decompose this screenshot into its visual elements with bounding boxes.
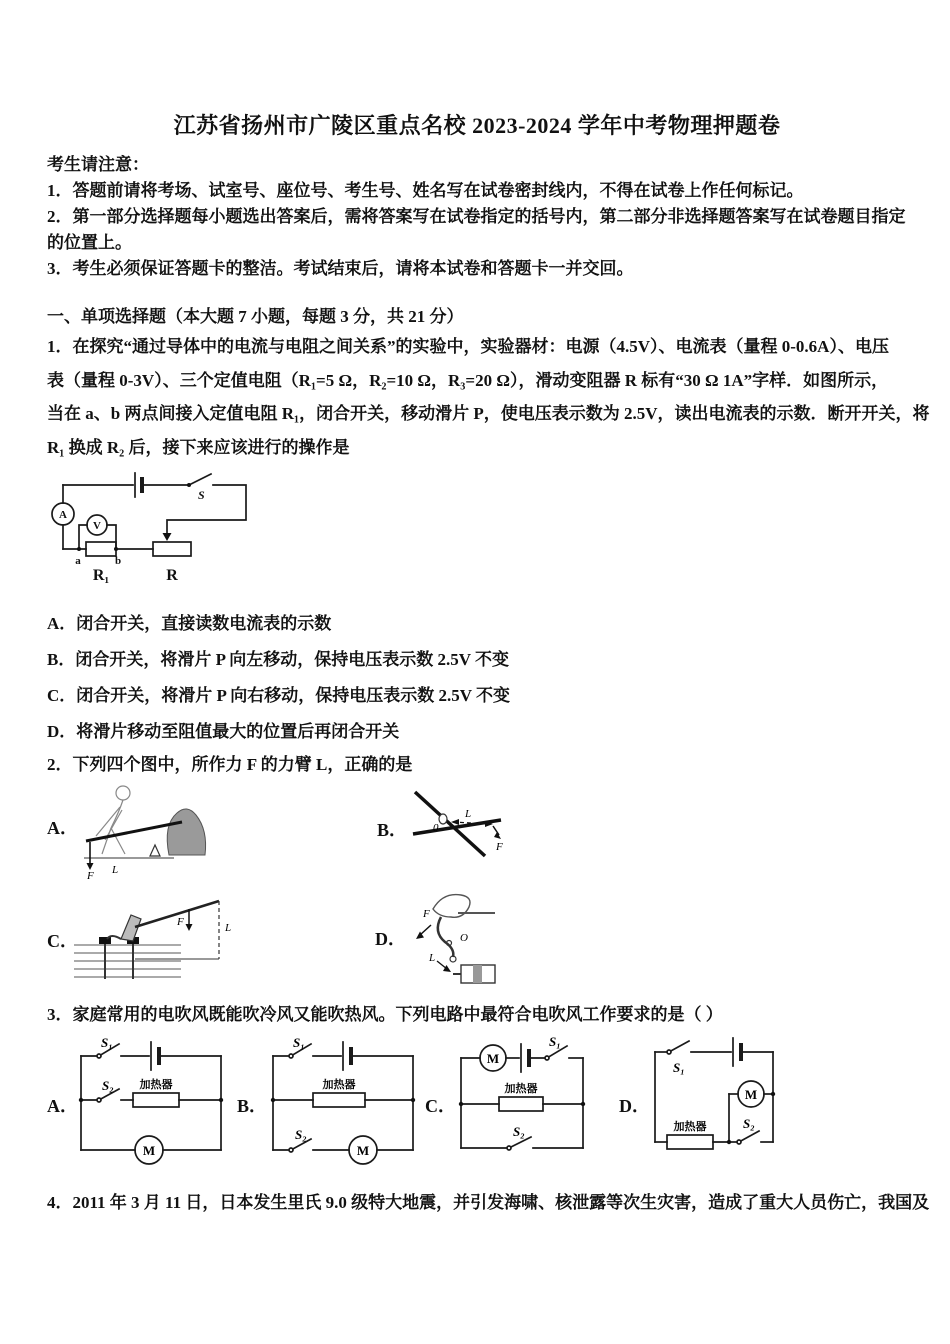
s2-label: S₂ [295, 1127, 307, 1142]
point-a-label: a [75, 555, 81, 567]
arm-l-label: L [465, 808, 472, 820]
q3-circuit-b [263, 1036, 421, 1168]
s1-label: S₁ [549, 1036, 561, 1049]
force-f-label: F [177, 916, 184, 928]
notice-line-2b: 的位置上。 [47, 233, 132, 252]
q2-figure-c-nail-puller [69, 887, 244, 987]
page-content [47, 0, 930, 1218]
q2-option-d-label: D． [375, 929, 406, 949]
q3-option-b-label: B． [237, 1096, 268, 1116]
wire-right-to-slider [167, 485, 246, 533]
force-arrow [493, 826, 499, 835]
q2-figure-a-lever-rock [74, 780, 214, 880]
point-b-label: b [114, 555, 122, 567]
q2-figure-row-2 [47, 887, 907, 993]
notice-line-3: 3．考生必须保证答题卡的整洁。考试结束后，请将本试卷和答题卡一并交回。 [47, 259, 634, 278]
heater-label: 加热器 [504, 1083, 538, 1095]
motor-label: M [486, 1051, 500, 1066]
heater-label: 加热器 [673, 1121, 707, 1133]
person-sketch [96, 786, 130, 854]
pivot-o-label: O [460, 932, 468, 944]
q2-option-c-label: C． [47, 931, 78, 951]
q1-text-line-4: R₁ 换成 R₂ 后，接下来应该进行的操作是 [47, 437, 350, 457]
q1-option-b: B．闭合开关，将滑片 P 向左移动，保持电压表示数 2.5V 不变 [47, 650, 510, 669]
section-heading: 一、单项选择题（本大题 7 小题，每题 3 分，共 21 分） [47, 307, 464, 326]
ammeter-label: A [59, 509, 67, 521]
s2-label: S₂ [102, 1078, 114, 1093]
notice-heading: 考生请注意： [47, 155, 149, 174]
q1-text-line-3: 当在 a、b 两点间接入定值电阻 R₁，闭合开关，移动滑片 P，使电压表示数为 2.5V，读出电流表的示数．断开开关，将 [47, 404, 930, 423]
q2-option-a-label: A． [47, 818, 78, 838]
fulcrum-triangle [150, 845, 160, 856]
q2-text: 2．下列四个图中，所作力 F 的力臂 L，正确的是 [47, 755, 413, 774]
q1-option-a: A．闭合开关，直接读数电流表的示数 [47, 614, 332, 633]
arm-l-label: L [225, 922, 232, 934]
q1-option-c: C．闭合开关，将滑片 P 向右移动，保持电压表示数 2.5V 不变 [47, 686, 510, 705]
notice-line-2: 2．第一部分选择题每小题选出答案后，需将答案写在试卷指定的括号内，第二部分非选择题答案写在试卷题目指定 [47, 207, 906, 226]
q1-option-d: D．将滑片移动至阻值最大的位置后再闭合开关 [47, 722, 400, 741]
q1-figure-wrap [49, 470, 907, 592]
q3-circuit-a [71, 1036, 229, 1168]
s1-label: S₁ [101, 1036, 113, 1050]
pivot-label: 0 [433, 822, 439, 834]
arm-l-label: L [112, 864, 119, 876]
q3-option-a-label: A． [47, 1096, 78, 1116]
heater-label: 加热器 [139, 1079, 173, 1091]
q3-text: 3．家庭常用的电吹风既能吹冷风又能吹热风。下列电路中最符合电吹风工作要求的是（ ） [47, 1005, 723, 1024]
force-arrow [420, 925, 431, 935]
q2-option-b-label: B． [377, 820, 408, 840]
motor-label: M [356, 1143, 370, 1158]
page-title: 江苏省扬州市广陵区重点名校 2023-2024 学年中考物理押题卷 [173, 113, 781, 138]
voltmeter-label: V [93, 520, 101, 532]
notice-line-1: 1．答题前请将考场、试室号、座位号、考生号、姓名写在试卷密封线内，不得在试卷上作任何标记。 [47, 181, 804, 200]
q1-text-line-2: 表（量程 0-3V）、三个定值电阻（R₁=5 Ω，R₂=10 Ω，R₃=20 Ω），滑动变阻器 R 标有“30 Ω 1A”字样．如图所示， [47, 370, 889, 390]
s1-label: S₁ [293, 1036, 305, 1050]
q1-circuit-figure [49, 470, 254, 590]
motor-label: M [142, 1143, 156, 1158]
rheostat-box [153, 542, 191, 556]
s2-label: S₂ [743, 1116, 755, 1131]
r-label: R [166, 567, 178, 584]
rock-shape [167, 809, 205, 855]
force-f-label: F [423, 908, 430, 920]
heater-label: 加热器 [322, 1079, 356, 1091]
s1-label: S₁ [673, 1060, 685, 1075]
q2-figure-d-pedal [403, 887, 498, 992]
q2-figure-b-pliers [405, 784, 505, 864]
switch-blade [189, 474, 211, 485]
slider-arrowhead [163, 533, 172, 541]
switch-label: S [198, 488, 205, 502]
r1-label: R₁ [92, 567, 110, 584]
pedal-arm [438, 917, 454, 957]
q3-circuit-d [647, 1036, 779, 1168]
arm-l-label: L [429, 952, 436, 964]
q3-circuit-row [47, 1034, 907, 1174]
q1-text-line-1: 1．在探究“通过导体中的电流与电阻之间关系”的实验中，实验器材：电源（4.5V）、电流表（量程 0-0.6A）、电压 [47, 337, 889, 356]
q3-option-c-label: C． [425, 1096, 456, 1116]
q2-figure-row-1 [47, 780, 907, 887]
resistor-r1-box [86, 542, 116, 556]
board-hatch [74, 945, 181, 977]
force-f-label: F [87, 870, 94, 880]
q4-text: 4．2011 年 3 月 11 日，日本发生里氏 9.0 级特大地震，并引发海啸、核泄露等次生灾害，造成了重大人员伤亡，我国及 [47, 1193, 930, 1212]
q3-option-d-label: D． [619, 1096, 650, 1116]
force-f-label: F [496, 841, 503, 853]
pivot-ring [439, 814, 447, 824]
q3-circuit-c [453, 1036, 590, 1168]
s2-label: S₂ [513, 1124, 525, 1139]
motor-label: M [744, 1087, 758, 1102]
